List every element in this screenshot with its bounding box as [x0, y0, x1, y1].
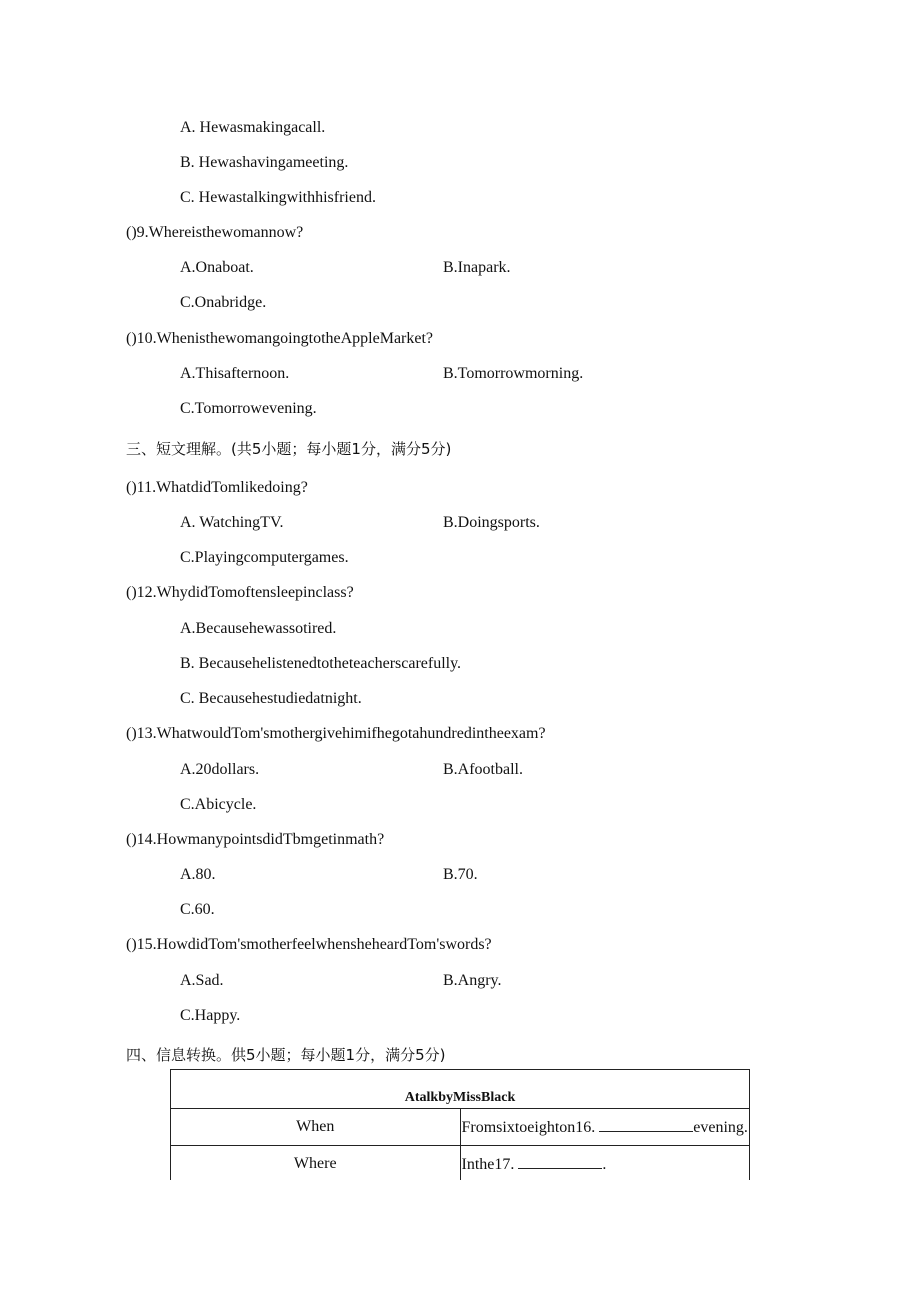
- when-value: [460, 1109, 750, 1146]
- q12-option-c: C. Becausehestudiedatnight.: [180, 690, 362, 707]
- q9-option-b: B.Inapark.: [443, 259, 511, 276]
- q10-option-a: A.Thisafternoon.: [180, 365, 290, 382]
- q14-question: ()14.HowmanypointsdidTbmgetinmath?: [126, 831, 385, 848]
- q11-option-c: C.Playingcomputergames.: [180, 549, 349, 566]
- q9-option-c: C.Onabridge.: [180, 294, 267, 311]
- q8-option-b: B. Hewashavingameeting.: [180, 154, 349, 171]
- q12-option-b: B. Becausehelistenedtotheteacherscarefully.: [180, 655, 462, 672]
- q12-option-a: A.Becausehewassotired.: [180, 620, 337, 637]
- q13-option-c: C.Abicycle.: [180, 796, 257, 813]
- q14-option-b: B.70.: [443, 866, 478, 883]
- q15-option-a: A.Sad.: [180, 972, 224, 989]
- table-row: [171, 1146, 750, 1183]
- q10-option-b: B.Tomorrowmorning.: [443, 365, 584, 382]
- answer-blank-17[interactable]: [518, 1154, 602, 1169]
- answer-blank-16[interactable]: [599, 1117, 693, 1132]
- q15-question: ()15.HowdidTom'smotherfeelwhensheheardTom'swords?: [126, 936, 492, 953]
- q8-option-c: C. Hewastalkingwithhisfriend.: [180, 189, 376, 206]
- section4-heading: 四、信息转换。供5小题；每小题1分，满分5分): [126, 1046, 446, 1064]
- table-row: [171, 1109, 750, 1146]
- q11-question: ()11.WhatdidTomlikedoing?: [126, 479, 308, 496]
- q14-option-c: C.60.: [180, 901, 215, 918]
- q11-option-b: B.Doingsports.: [443, 514, 540, 531]
- q12-question: ()12.WhydidTomoftensleepinclass?: [126, 584, 354, 601]
- q8-option-a: A. Hewasmakingacall.: [180, 119, 326, 136]
- q9-option-a: A.Onaboat.: [180, 259, 254, 276]
- q11-option-a: A. WatchingTV.: [180, 514, 284, 531]
- info-table: [170, 1069, 750, 1183]
- where-label: Where: [171, 1146, 461, 1183]
- q13-option-a: A.20dollars.: [180, 761, 260, 778]
- where-suffix: .: [602, 1156, 607, 1173]
- page-cutoff: [160, 1180, 760, 1310]
- q10-option-c: C.Tomorrowevening.: [180, 400, 317, 417]
- q10-question: ()10.WhenisthewomangoingtotheAppleMarket?: [126, 330, 434, 347]
- q14-option-a: A.80.: [180, 866, 216, 883]
- q15-option-c: C.Happy.: [180, 1007, 241, 1024]
- table-title: AtalkbyMissBlack: [171, 1070, 750, 1109]
- when-prefix: Fromsixtoeighton16.: [461, 1119, 600, 1136]
- when-label: When: [171, 1109, 461, 1146]
- q15-option-b: B.Angry.: [443, 972, 502, 989]
- q9-question: ()9.Whereisthewomannow?: [126, 224, 304, 241]
- where-value: [460, 1146, 750, 1183]
- q13-question: ()13.WhatwouldTom'smothergivehimifhegotahundredintheexam?: [126, 725, 546, 742]
- where-prefix: Inthe17.: [461, 1156, 519, 1173]
- table-title-row: [171, 1070, 750, 1109]
- section3-heading: 三、短文理解。(共5小题；每小题1分，满分5分): [126, 440, 452, 458]
- when-suffix: evening.: [693, 1119, 748, 1136]
- q13-option-b: B.Afootball.: [443, 761, 523, 778]
